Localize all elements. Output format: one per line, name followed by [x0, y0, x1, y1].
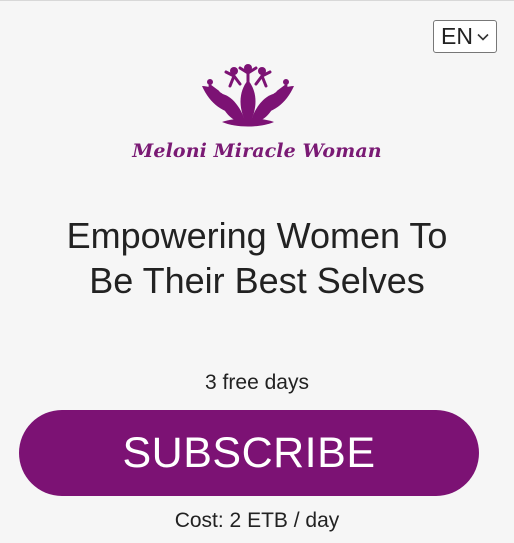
- top-border: [0, 0, 514, 1]
- headline-line-1: Empowering Women To: [66, 215, 448, 256]
- language-value: EN: [441, 23, 473, 49]
- free-days-text: 3 free days: [205, 371, 309, 394]
- language-select[interactable]: [433, 20, 497, 53]
- page-headline: [0, 213, 514, 303]
- brand-name: Meloni Miracle Woman: [132, 140, 382, 162]
- subscribe-button[interactable]: SUBSCRIBE: [19, 410, 479, 496]
- chevron-down-icon: [477, 33, 489, 41]
- cost-text: Cost: 2 ETB / day: [174, 509, 340, 532]
- headline-line-2: Be Their Best Selves: [89, 260, 425, 301]
- lotus-women-logo: [196, 62, 300, 128]
